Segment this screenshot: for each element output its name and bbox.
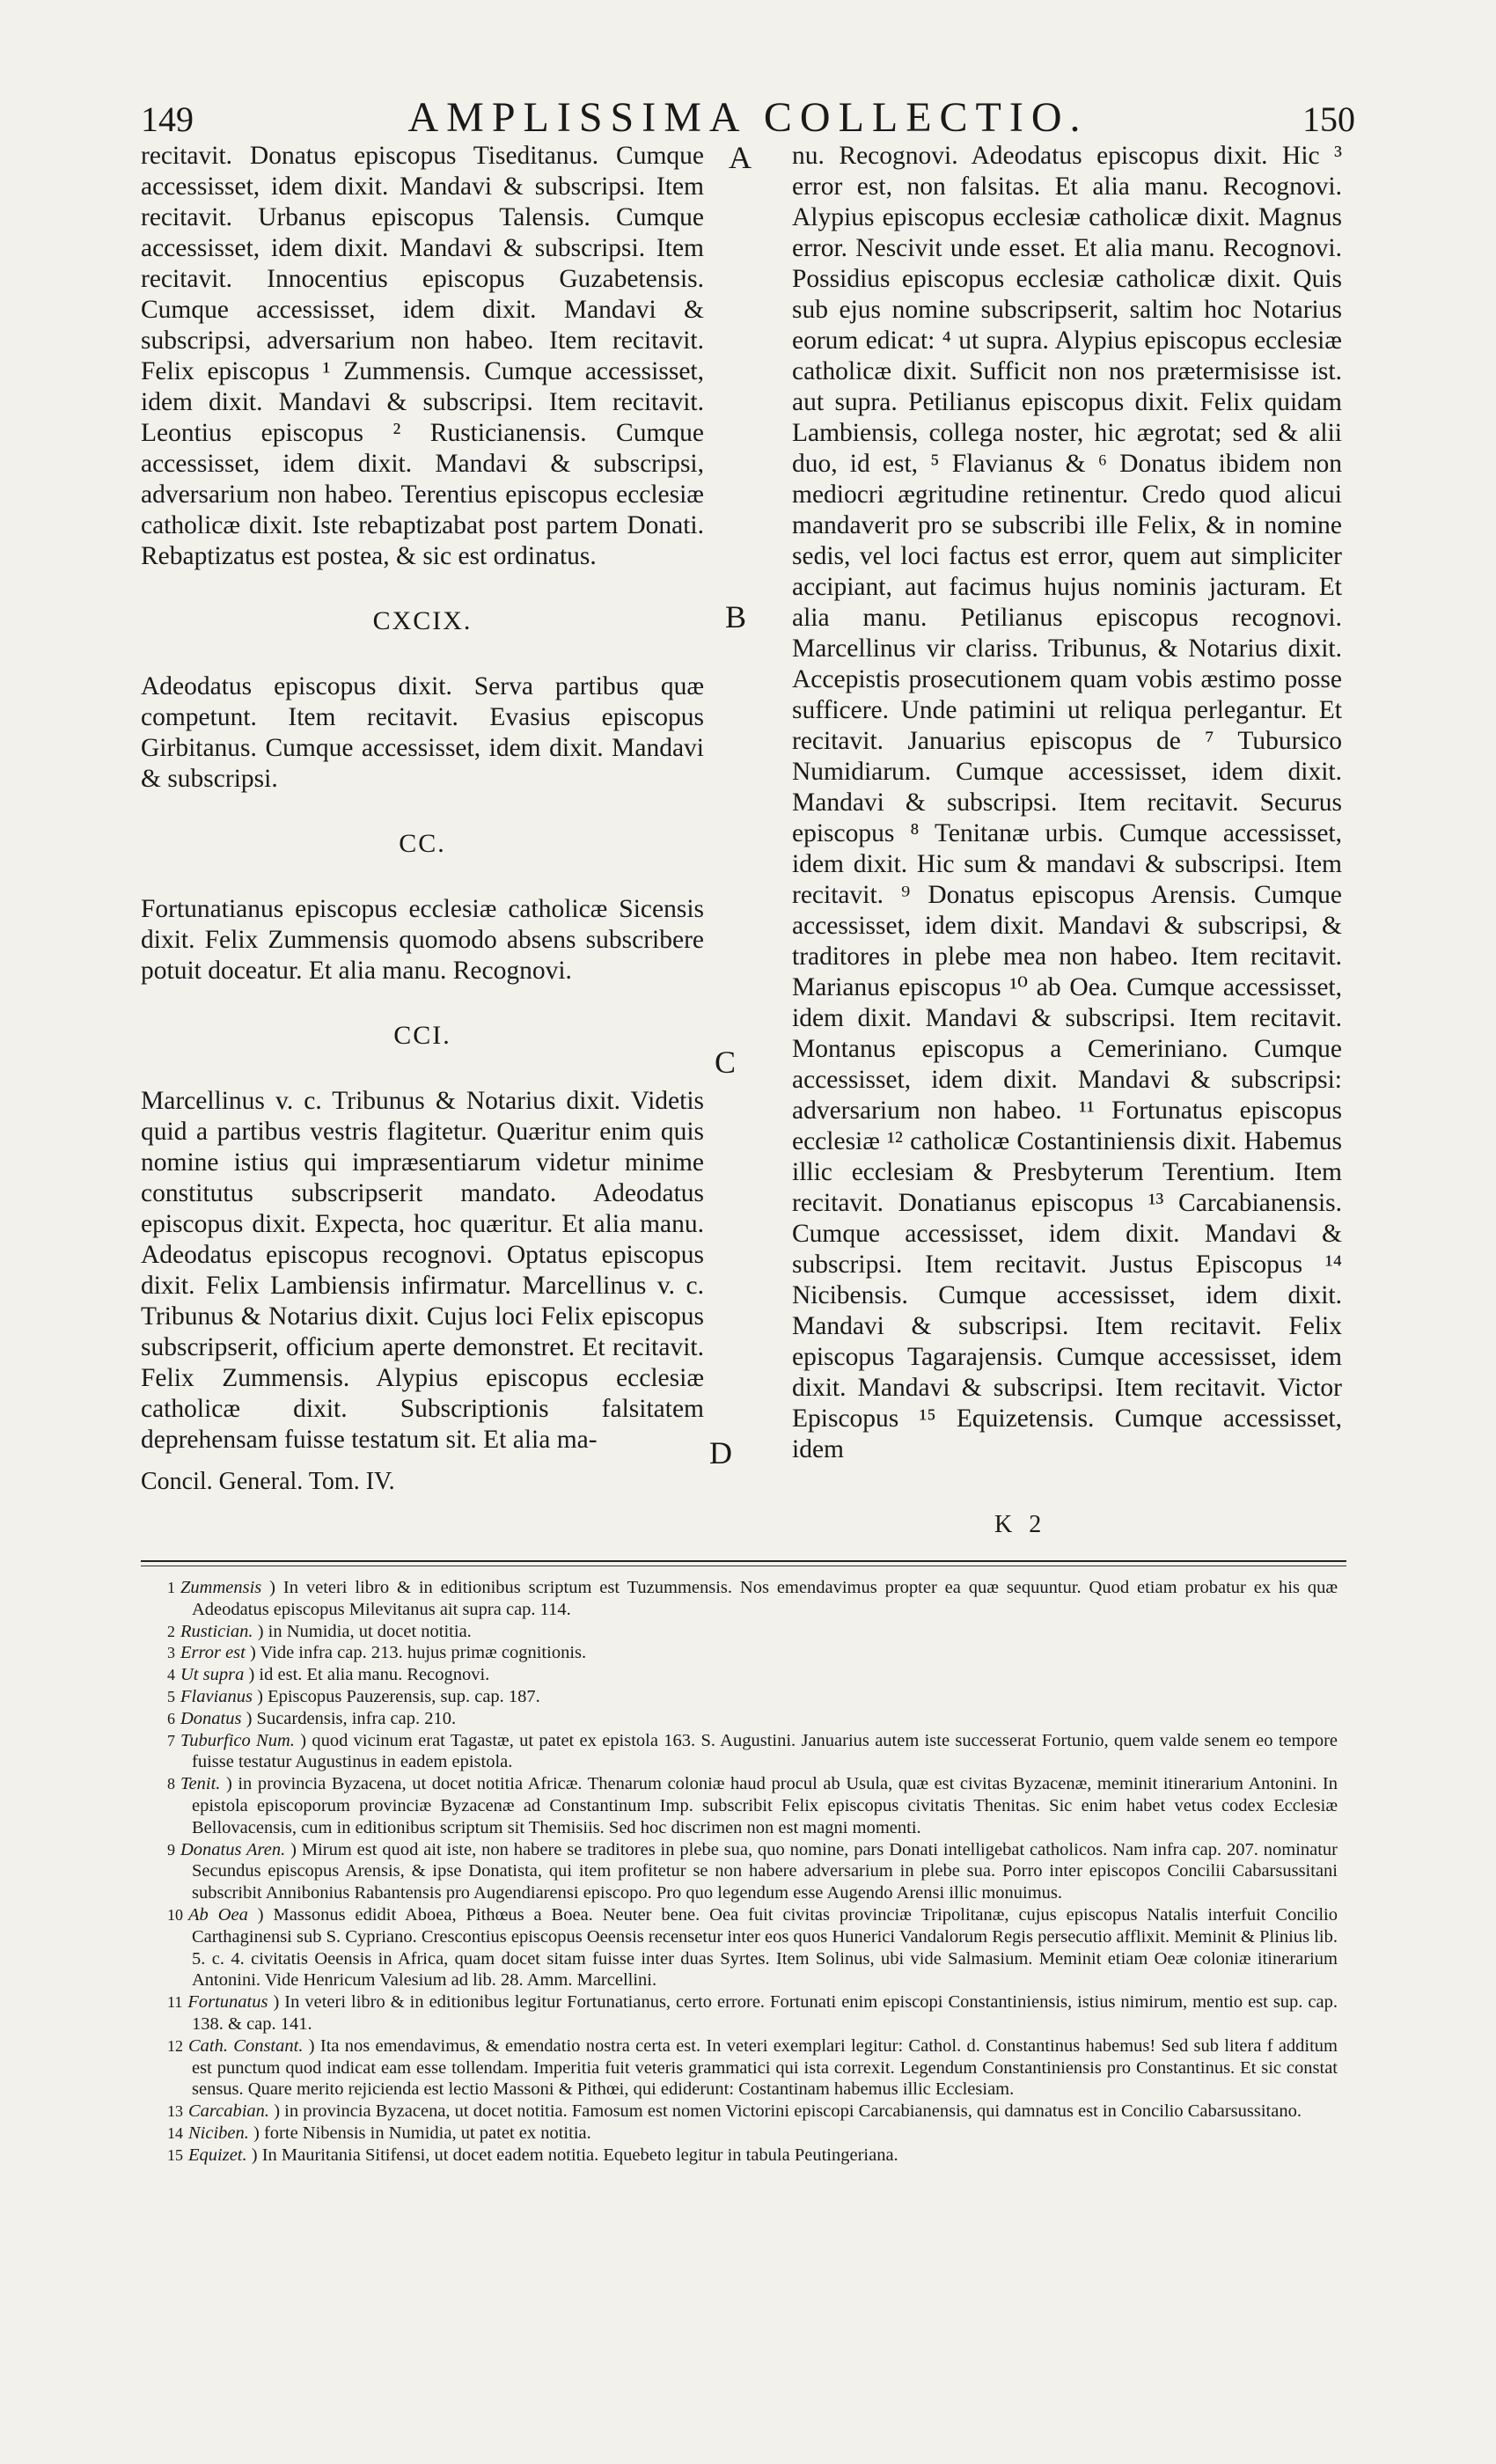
running-title: AMPLISSIMA COLLECTIO. (407, 94, 1089, 141)
page-number-left: 149 (141, 99, 194, 139)
footnote: 10 Ab Oea ) Massonus edidit Aboea, Pithœus a Boea. Neuter bene. Oea fuit civitas provinciæ Tripolitanæ, cujus episcopus Natalis interfuit Concilio Carthaginensi sub S. Cypriano. Crescontius episcopus Oeensis recensetur inter eos quos Hunerici Vandalorum Regis persecutio afflixit. Meminit & Plinius lib. 5. c. 4. civitatis Oeensis in Africa, quam docet sitam fuisse inter duas Syrtes. Item Solinus, ubi vide Salmasium. Meminit etiam Oeæ coloniæ itinerarium Antonini. Vide Henricum Valesium ad lib. 28. Amm. Marcellini. (167, 1904, 1338, 1991)
chapter-cc-text: Fortunatianus episcopus ecclesiæ catholicæ Sicensis dixit. Felix Zummensis quomodo absens subscribere potuit doceatur. Et alia manu. Recognovi. (141, 895, 704, 985)
footnote: 9 Donatus Aren. ) Mirum est quod ait iste, non habere se traditores in plebe sua, quo nomine, pars Donati intelligebat catholicos. Nam infra cap. 207. nominatur Secundus episcopus Arensis, & ipse Donatista, qui item profitetur se non habere adversarium in plebe sua. Porro inter episcopos Concilii Cabarsussitani subscribit Annibonius Rabantensis pro Augendiarensi episcopo. Pro quo legendum esse Augendo Arensi illic monuimus. (167, 1839, 1338, 1903)
footnote: 11 Fortunatus ) In veteri libro & in editionibus legitur Fortunatianus, certo errore. Fortunati enim episcopi Constantiniensis, istius nimirum, mentio est sup. cap. 138. & cap. 141. (167, 1992, 1338, 2034)
footnote: 8 Tenit. ) in provincia Byzacena, ut docet notitia Africæ. Thenarum coloniæ haud procul ab Usula, quæ est civitas Byzacenæ, meminit itinerarium Antonini. In epistola episcoporum provinciæ Byzacenæ ad Constantinum Imp. subscribit Felix episcopus civitatis Thenitas. Sic enim habet vetus codex Ecclesiæ Bellovacensis, cum in editionibus scriptum sit Themisiis. Sed hoc discrimen non est magni momenti. (167, 1774, 1338, 1837)
chapter-heading-cxcix: CXCIX. (372, 606, 473, 635)
footnote: 4 Ut supra ) id est. Et alia manu. Recognovi. (167, 1665, 490, 1685)
footnote: 1 Zummensis ) In veteri libro & in editionibus scriptum est Tuzummensis. Nos emendavimus propter ea quæ sequuntur. Quod etiam probatur ex his quæ Adeodatus episcopus Milevitanus ait supra cap. 114. (167, 1578, 1338, 1619)
footnote: 14 Niciben. ) forte Nibensis in Numidia, ut patet ex notitia. (167, 2123, 591, 2143)
chapter-heading-cci: CCI. (393, 1021, 451, 1050)
footnote: 12 Cath. Constant. ) Ita nos emendavimus, & emendatio nostra certa est. In veteri exemplari legitur: Cathol. d. Constantinus habemus! Sed sub litera f additum est punctum quod indicat eam esse tollendam. Imperitia fuit veteris grammatici qui ista correxit. Legendum Constantiniensis pro Constantinus. Et sic constat sensus. Quare merito rejicienda est lectio Massoni & Pithœi, qui ediderunt: Costantinam habemus illic Ecclesiam. (167, 2035, 1338, 2100)
margin-letter-d: D (709, 1435, 732, 1470)
right-column (792, 141, 1342, 1469)
footnote: 6 Donatus ) Sucardensis, infra cap. 210. (167, 1708, 457, 1728)
footnote: 5 Flavianus ) Episcopus Pauzerensis, sup. cap. 187. (167, 1686, 540, 1706)
left-column-opening-text: recitavit. Donatus episcopus Tiseditanus. Cumque accessisset, idem dixit. Mandavi & subscripsi. Item recitavit. Urbanus episcopus Talensis. Cumque accessisset, idem dixit. Mandavi & subscripsi. Item recitavit. Innocentius episcopus Guzabetensis. Cumque accessisset, idem dixit. Mandavi & subscripsi, adversarium non habeo. Item recitavit. Felix episcopus ¹ Zummensis. Cumque accessisset, idem dixit. Mandavi & subscripsi. Item recitavit. Leontius episcopus ² Rusticianensis. Cumque accessisset, idem dixit. Mandavi & subscripsi, adversarium non habeo. Terentius episcopus ecclesiæ catholicæ dixit. Iste rebaptizabat post partem Donati. Rebaptizatus est postea, & sic est ordinatus. (141, 142, 704, 570)
footnote: 3 Error est ) Vide infra cap. 213. hujus primæ cognitionis. (167, 1643, 587, 1663)
margin-letter-b: B (725, 599, 747, 634)
margin-letter-c: C (715, 1045, 737, 1080)
signature-line: Concil. General. Tom. IV. (141, 1468, 395, 1495)
margin-letter-a: A (729, 140, 752, 175)
footnote: 2 Rustician. ) in Numidia, ut docet notitia. (167, 1621, 472, 1641)
footnote: 7 Tuburfico Num. ) quod vicinum erat Tagastæ, ut patet ex epistola 163. S. Augustini. Januarius autem iste successerat Fortunio, quem valde senem eo tempore fuisse testatur Augustinus in eadem epistola. (167, 1730, 1338, 1772)
footnotes (167, 1577, 1338, 2167)
gathering-signature-mark: K 2 (994, 1511, 1047, 1538)
page-number-right: 150 (1302, 99, 1355, 139)
footnote-divider (141, 1560, 1346, 1562)
right-column-text: nu. Recognovi. Adeodatus episcopus dixit. Hic ³ error est, non falsitas. Et alia manu. Recognovi. Alypius episcopus ecclesiæ catholicæ dixit. Magnus error. Nescivit unde esset. Et alia manu. Recognovi. Possidius episcopus ecclesiæ catholicæ dixit. Quis sub ejus nomine subscripserit, saltim hoc Notarius eorum edicat: ⁴ ut supra. Alypius episcopus ecclesiæ catholicæ dixit. Sufficit non nos prætermisisse ist. aut supra. Petilianus episcopus dixit. Felix quidam Lambiensis, collega noster, hic ægrotat; sed & alii duo, id est, ⁵ Flavianus & ⁶ Donatus ibidem non mediocri ægritudine retinentur. Credo quod alicui mandaverit pro se subscribi ille Felix, & in nomine sedis, vel loci factus est error, quem aut simpliciter accipiant, aut facimus hujus nominis jacturam. Et alia manu. Petilianus episcopus recognovi. Marcellinus vir clariss. Tribunus, & Notarius dixit. Accepistis prosecutionem quam vobis æstimo posse sufficere. Unde patimini ut reliqua perlegantur. Et recitavit. Januarius episcopus de ⁷ Tubursico Numidiarum. Cumque accessisset, idem dixit. Mandavi & subscripsi. Item recitavit. Securus episcopus ⁸ Tenitanæ urbis. Cumque accessisset, idem dixit. Hic sum & mandavi & subscripsi. Item recitavit. ⁹ Donatus episcopus Arensis. Cumque accessisset, idem dixit. Mandavi & subscripsi, & traditores in plebe mea non habeo. Item recitavit. Marianus episcopus ¹⁰ ab Oea. Cumque accessisset, idem dixit. Mandavi & subscripsi. Item recitavit. Montanus episcopus a Cemeriniano. Cumque accessisset, idem dixit. Mandavi & subscripsi: adversarium non habeo. ¹¹ Fortunatus episcopus ecclesiæ ¹² catholicæ Costantiniensis dixit. Habemus illic ecclesiam & Presbyterum Terentium. Item recitavit. Donatianus episcopus ¹³ Carcabianensis. Cumque accessisset, idem dixit. Mandavi & subscripsi. Item recitavit. Justus Episcopus ¹⁴ Nicibensis. Cumque accessisset, idem dixit. Mandavi & subscripsi. Item recitavit. Felix episcopus Tagarajensis. Cumque accessisset, idem dixit. Mandavi & subscripsi. Item recitavit. Victor Episcopus ¹⁵ Equizetensis. Cumque accessisset, idem (792, 142, 1342, 1463)
left-column (141, 141, 704, 1497)
chapter-cxcix-text: Adeodatus episcopus dixit. Serva partibus quæ competunt. Item recitavit. Evasius episcopus Girbitanus. Cumque accessisset, idem dixit. Mandavi & subscripsi. (141, 672, 704, 793)
footnote: 15 Equizet. ) In Mauritania Sitifensi, ut docet eadem notitia. Equebeto legitur in tabula Peutingeriana. (167, 2145, 898, 2165)
footnote: 13 Carcabian. ) in provincia Byzacena, ut docet notitia. Famosum est nomen Victorini episcopi Carcabianensis, qui damnatus est in Concilio Cabarsussitano. (167, 2101, 1302, 2122)
chapter-cci-text: Marcellinus v. c. Tribunus & Notarius dixit. Videtis quid a partibus vestris flagitetur. Quæritur enim quis nomine istius qui impræsentiarum videtur minime constitutus subscripserit mandato. Adeodatus episcopus dixit. Expecta, hoc quæritur. Et alia manu. Adeodatus episcopus recognovi. Optatus episcopus dixit. Felix Lambiensis infirmatur. Marcellinus v. c. Tribunus & Notarius dixit. Cujus loci Felix episcopus subscripserit, officium aperte demonstret. Et recitavit. Felix Zummensis. Alypius episcopus ecclesiæ catholicæ dixit. Subscriptionis falsitatem deprehensam fuisse testatum sit. Et alia ma- (141, 1087, 704, 1454)
chapter-heading-cc: CC. (399, 829, 446, 858)
